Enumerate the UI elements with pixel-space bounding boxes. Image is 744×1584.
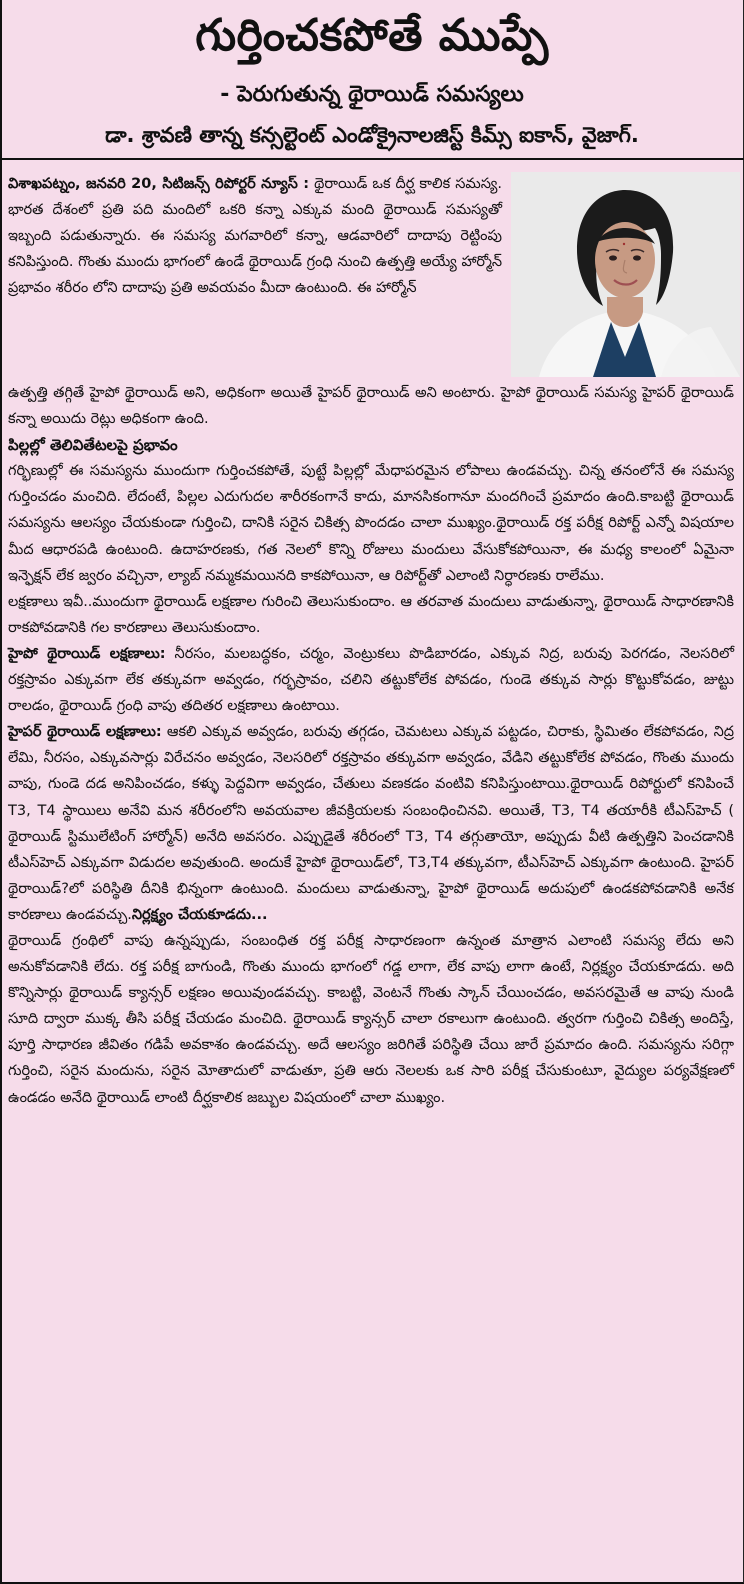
hypo-symptoms-paragraph — [8, 641, 734, 719]
lead-paragraph — [8, 171, 502, 301]
hyper-symptoms-paragraph — [8, 719, 734, 928]
article-body — [8, 380, 734, 1111]
hypo-symptoms-label: హైపో థైరాయిడ్ లక్షణాలు: — [8, 645, 166, 662]
hyper-symptoms-label: హైపర్ థైరాయిడ్ లక్షణాలు: — [8, 724, 162, 741]
lead-text: థైరాయిడ్ ఒక దీర్ఘ కాలిక సమస్య. భారత దేశంలో ప్రతి పది మందిలో ఒకరి కన్నా ఎక్కువ మంది థైరాయిడ్ సమస్యతో ఇబ్బంది పడుతున్నారు. ఈ సమస్య మగవారిలో కన్నా, ఆడవారిలో దాదాపు రెట్టింపు కనిపిస్తుంది. గొంతు ముందు భాగంలో ఉండే థైరాయిడ్ గ్రంధి నుంచి ఉత్పత్తి అయ్యే హార్మోన్ ప్రభావం శరీరం లోని దాదాపు ప్రతి అవయవం మీదా ఉంటుంది. ఈ హార్మోన్ — [8, 176, 503, 297]
hyper-symptoms-text: ఆకలి ఎక్కువ అవ్వడం, బరువు తగ్గడం, చెమటలు ఎక్కువ పట్టడం, చిరాకు, స్థిమితం లేకపోవడం, నిద్ర లేమి, నీరసం, ఎక్కువసార్లు విరేచనం అవ్వడం, నెలసరిలో రక్తస్రావం తక్కువగా అవ్వడం, వేడిని తట్టుకోలేక పోవడం, గొంతు ముందు వాపు, గుండె దడ అనిపించడం, కళ్ళు పెద్దవిగా అవ్వడం, చేతులు వణకడం వంటివి కనిపిస్తుంటాయి.థైరాయిడ్ రిపోర్టులో కనిపించే T3, T4 స్థాయిలు అనేవి మన శరీరంలోని అవయవాల జీవక్రియలకు సంబంధించినవి. అయితే, T3, T4 తయారీకి టీఎస్‌హెచ్ ( థైరాయిడ్ స్టిములేటింగ్ హార్మోన్) అనేది అవసరం. ఎప్పుడైతే శరీరంలో T3, T4 తగ్గుతాయో, అప్పుడు వీటి ఉత్పత్తిని పెంచడానికి టీఎస్‌హెచ్ ఎక్కువగా విడుదల అవుతుంది. అందుకే హైపో థైరాయిడ్‌లో, T3,T4 తక్కువగా, టీఎస్‌హెచ్ ఎక్కువగా ఉంటుంది. హైపర్ థైరాయిడ్?లో పరిస్థితి దీనికి భిన్నంగా ఉంటుంది. మందులు వాడుతున్నా, హైపో థైరాయిడ్ అదుపులో ఉండకపోవడానికి అనేక కారణాలు ఉండవచ్చు. — [8, 724, 734, 923]
lead-column — [8, 171, 502, 301]
lead-continuation: ఉత్పత్తి తగ్గితే హైపో థైరాయిడ్ అని, అధికంగా అయితే హైపర్ థైరాయిడ్ అని అంటారు. హైపో థైరాయిడ్ సమస్య హైపర్ థైరాయిడ్ కన్నా అయిదు రెట్లు అధికంగా ఉంది. — [8, 385, 734, 428]
neglect-paragraph: థైరాయిడ్ గ్రంథిలో వాపు ఉన్నప్పుడు, సంబంధిత రక్త పరీక్ష సాధారణంగా ఉన్నంత మాత్రాన ఎలాంటి సమస్య లేదు అని అనుకోవడానికి లేదు. రక్త పరీక్ష బాగుండి, గొంతు ముందు భాగంలో గడ్డ లాగా, లేక వాపు లాగా ఉంటే, నిర్లక్ష్యం చేయకూడదు. అది కొన్నిసార్లు థైరాయిడ్ క్యాన్సర్ లక్షణం అయివుండవచ్చు. కాబట్టి, వెంటనే గొంతు స్కాన్ చేయించడం, అవసరమైతే ఆ వాపు నుండి సూది ద్వారా ముక్క తీసి పరీక్ష చేయడం మంచిది. థైరాయిడ్ క్యాన్సర్ చాలా రకాలుగా ఉంటుంది. త్వరగా గుర్తించి చికిత్స అందిస్తే, పూర్తి సాధారణ జీవితం గడిపే అవకాశం ఉండవచ్చు. అదే ఆలస్యం జరిగితే పరిస్థితి చేయి జారే ప్రమాదం ఉంది. సమస్యను సరిగ్గా గుర్తించి, సరైన మందును, సరైన మోతాదులో వాడుతూ, ప్రతి ఆరు నెలలకు ఒక సారి పరీక్ష చేసుకుంటూ, వైద్యుల పర్యవేక్షణలో ఉండడం అనేది థైరాయిడ్ లాంటి దీర్ఘకాలిక జబ్బుల విషయంలో చాలా ముఖ్యం. — [8, 932, 734, 1106]
dateline: విశాఖపట్నం, జనవరి 20, సిటిజన్స్ రిపోర్టర్ న్యూస్ : — [8, 176, 310, 192]
section-heading-children: పిల్లల్లో తెలివితేటలపై ప్రభావం — [8, 436, 178, 455]
section-children-text: గర్భిణుల్లో ఈ సమస్యను ముందుగా గుర్తించకపోతే, పుట్టే పిల్లల్లో మేధాపరమైన లోపాలు ఉండవచ్చు. చిన్న తనంలోనే ఈ సమస్య గుర్తించడం మంచిది. లేదంటే, పిల్లల ఎదుగుదల శారీరకంగానే కాదు, మానసికంగానూ మందగించే ప్రమాదం ఉంది.కాబట్టి థైరాయిడ్ సమస్యను ఆలస్యం చేయకుండా గుర్తించి, దానికి సరైన చికిత్స పొందడం చాలా ముఖ్యం.థైరాయిడ్ రక్త పరీక్ష రిపోర్ట్ ఎన్నో విషయాల మీద ఆధారపడి ఉంటుంది. ఉదాహరణకు, గత నెలలో కొన్ని రోజులు మందులు వేసుకోకపోయినా, ఈ మధ్య కాలంలో ఏమైనా ఇన్ఫెక్షన్ లేక జ్వరం వచ్చినా, ల్యాబ్ నమ్మకమయినది కాకపోయినా, ఆ రిపోర్ట్‌తో ఎలాంటి నిర్ధారణకు రాలేము. — [8, 463, 734, 584]
article-byline: డా. శ్రావణి తాన్న కన్సల్టెంట్ ఎండోక్రైనాలజిస్ట్ కిమ్స్ ఐకాన్, వైజాగ్. — [105, 123, 639, 147]
article-title: గుర్తించకపోతే ముప్పే — [195, 10, 549, 61]
doctor-photo-graphic — [511, 172, 740, 377]
symptoms-intro: లక్షణాలు ఇవీ..ముందుగా థైరాయిడ్ లక్షణాల గురించి తెలుసుకుందాం. ఆ తరవాత మందులు వాడుతున్నా, థైరాయిడ్ సాధారణానికి రాకపోవడానికి గల కారణాలు తెలుసుకుందాం. — [8, 593, 734, 636]
doctor-photo — [511, 172, 740, 377]
article-header — [0, 0, 744, 160]
neglect-label: నిర్లక్ష్యం చేయకూడదు... — [131, 906, 268, 923]
hypo-symptoms-text: నీరసం, మలబద్ధకం, చర్మం, వెంట్రుకలు పొడిబారడం, ఎక్కువ నిద్ర, బరువు పెరగడం, నెలసరిలో రక్తస్రావం ఎక్కువగా లేక తక్కువగా అవ్వడం, గర్భస్రావం, చలిని తట్టుకోలేక పోవడం, గుండె తక్కువ సార్లు కొట్టుకోవడం, జుట్టు రాలడం, థైరాయిడ్ గ్రంధి వాపు తదితర లక్షణాలు ఉంటాయి. — [8, 645, 735, 715]
article-subtitle: - పెరుగుతున్న థైరాయిడ్ సమస్యలు — [220, 82, 524, 107]
